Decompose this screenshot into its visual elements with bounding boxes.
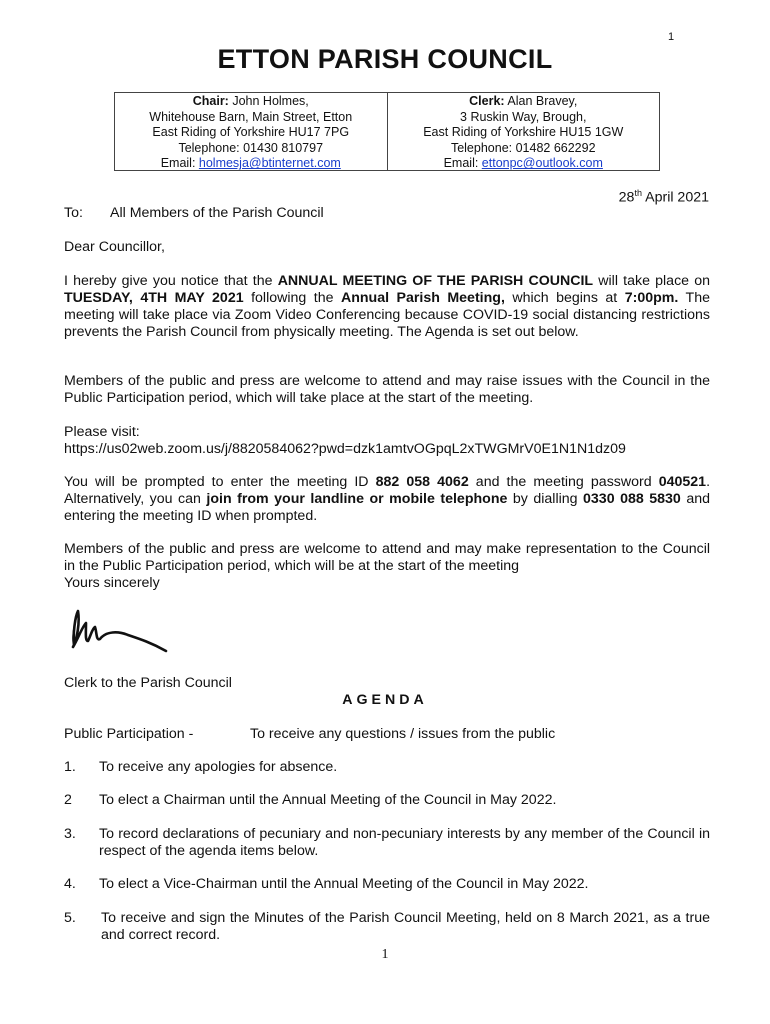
signoff: Clerk to the Parish Council	[64, 675, 232, 691]
chair-name: John Holmes,	[228, 94, 309, 108]
public-participation-paragraph: Members of the public and press are welcome to attend and may raise issues with the Council in the Public Participation period, which will take place at the start of the meeting.	[64, 373, 710, 406]
contact-table	[114, 92, 660, 171]
agenda-item-number: 1.	[64, 759, 76, 775]
letter-date: 28th April 2021	[618, 188, 709, 206]
zoom-link[interactable]: https://us02web.zoom.us/j/8820584062?pwd=dzk1amtvOGpqL2xTWGMrV0E1N1N1dz09	[64, 441, 626, 457]
agenda-item-number: 4.	[64, 876, 76, 892]
agenda-item-text: To receive and sign the Minutes of the Parish Council Meeting, held on 8 March 2021, as a true and correct record.	[101, 910, 710, 943]
recipient-line	[64, 205, 324, 221]
clerk-email-link[interactable]: ettonpc@outlook.com	[481, 156, 603, 171]
clerk-email-prefix: Email:	[443, 156, 482, 171]
chair-address-1: Whitehouse Barn, Main Street, Etton	[149, 109, 353, 124]
page-number-bottom: 1	[381, 947, 389, 962]
meeting-id-paragraph: You will be prompted to enter the meeting ID 882 058 4062 and the meeting password 040521. Alternatively, you can join from your landline or mobile telephone by dialling 0330 088 5830 and entering the meeting ID when prompted.	[64, 474, 711, 524]
agenda-item-text: To elect a Chairman until the Annual Meeting of the Council in May 2022.	[99, 792, 557, 808]
clerk-contact	[387, 93, 660, 170]
agenda-item-number: 2	[64, 792, 72, 808]
public-participation-label: Public Participation -	[64, 726, 194, 742]
representation-paragraph: Members of the public and press are welcome to attend and may make representation to the Council in the Public Participation period, which will be at the start of the meeting	[64, 541, 710, 574]
chair-telephone: Telephone: 01430 810797	[178, 140, 324, 155]
to-label: To:	[64, 205, 83, 221]
agenda-item-text: To receive any apologies for absence.	[99, 759, 338, 775]
salutation: Dear Councillor,	[64, 239, 165, 255]
page-number-top: 1	[668, 31, 675, 43]
chair-email-link[interactable]: holmesja@btinternet.com	[198, 156, 341, 171]
clerk-address-2: East Riding of Yorkshire HU15 1GW	[423, 125, 624, 140]
agenda-item-number: 3.	[64, 826, 76, 842]
agenda-heading: AGENDA	[342, 692, 428, 708]
clerk-name: Alan Bravey,	[504, 94, 578, 108]
agenda-item-text: To record declarations of pecuniary and non-pecuniary interests by any member of the Council in respect of the agenda items below.	[99, 826, 710, 859]
clerk-address-1: 3 Ruskin Way, Brough,	[460, 109, 587, 124]
agenda-item-number: 5.	[64, 910, 76, 926]
signature-image	[64, 603, 184, 663]
chair-label: Chair:	[192, 94, 229, 108]
agenda-item-text: To elect a Vice-Chairman until the Annual Meeting of the Council in May 2022.	[99, 876, 589, 892]
to-value: All Members of the Parish Council	[110, 205, 324, 221]
please-visit: Please visit:	[64, 424, 140, 440]
clerk-label: Clerk:	[469, 94, 505, 108]
chair-address-2: East Riding of Yorkshire HU17 7PG	[152, 125, 350, 140]
clerk-telephone: Telephone: 01482 662292	[450, 140, 596, 155]
chair-contact	[115, 93, 387, 170]
notice-paragraph: I hereby give you notice that the ANNUAL MEETING OF THE PARISH COUNCIL will take place on TUESDAY, 4TH MAY 2021 following the Annual Parish Meeting, which begins at 7:00pm. The meeting will take place via Zoom Video Conferencing because COVID-19 social distancing restrictions prevents the Parish Council from physically meeting. The Agenda is set out below.	[64, 273, 711, 340]
yours-sincerely: Yours sincerely	[64, 575, 160, 591]
document-title: ETTON PARISH COUNCIL	[217, 44, 553, 74]
chair-email-prefix: Email:	[160, 156, 199, 171]
public-participation-text: To receive any questions / issues from the public	[250, 726, 556, 742]
